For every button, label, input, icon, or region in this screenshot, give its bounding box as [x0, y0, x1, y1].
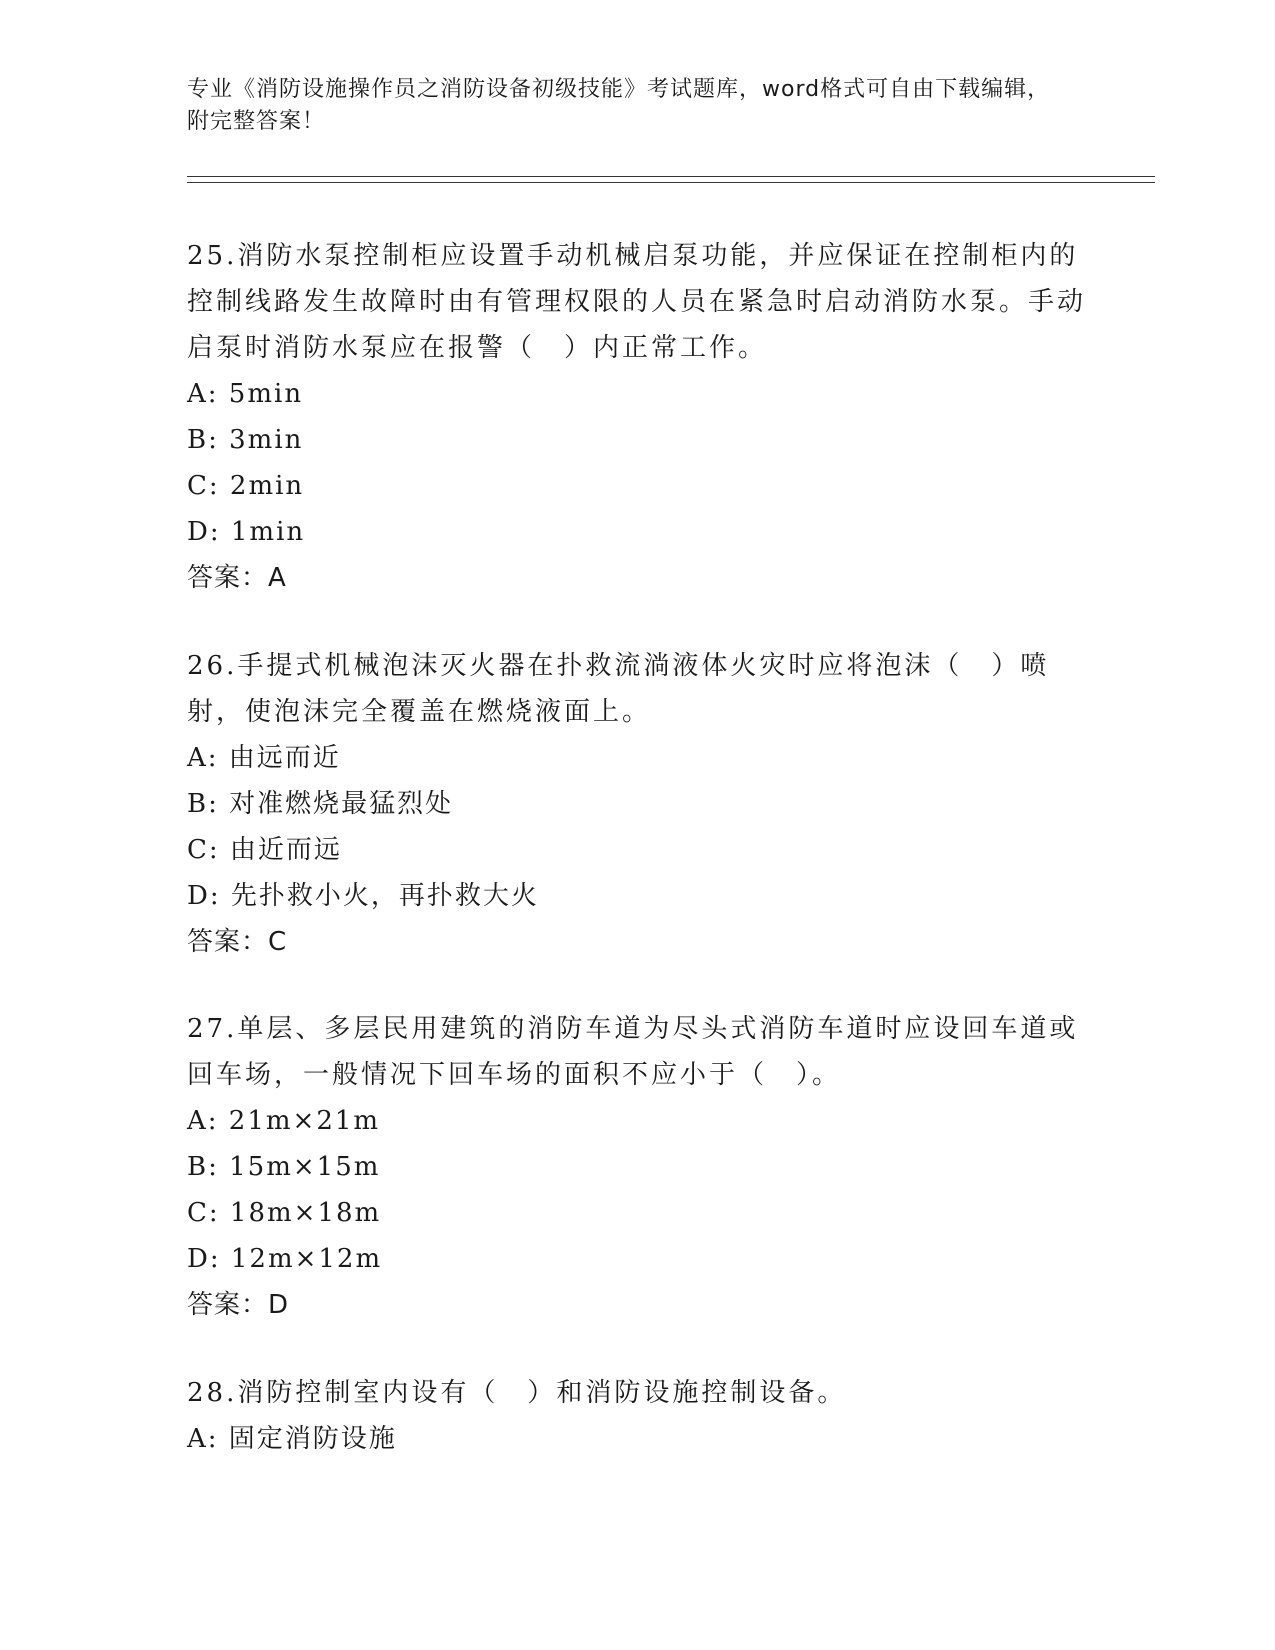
option-c: C: 18m×18m [187, 1198, 382, 1228]
header-divider-bottom [187, 182, 1155, 183]
answer: 答案：C [187, 927, 288, 957]
option-b: B: 3min [187, 425, 304, 455]
option-c: C: 2min [187, 471, 305, 501]
answer: 答案：A [187, 563, 287, 593]
question-26 [187, 643, 1087, 965]
option-d: D: 先扑救小火，再扑救大火 [187, 881, 539, 911]
option-d: D: 12m×12m [187, 1244, 383, 1274]
question-stem: 26.手提式机械泡沫灭火器在扑救流淌液体火灾时应将泡沫（ ）喷射，使泡沫完全覆盖在燃烧液面上。 [187, 651, 1050, 727]
document-header: 专业《消防设施操作员之消防设备初级技能》考试题库，word格式可自由下载编辑，附完整答案！ [187, 77, 1051, 134]
question-stem: 25.消防水泵控制柜应设置手动机械启泵功能，并应保证在控制柜内的控制线路发生故障时由有管理权限的人员在紧急时启动消防水泵。手动启泵时消防水泵应在报警（ ）内正常工作。 [187, 241, 1087, 363]
question-28 [187, 1370, 1087, 1462]
header-divider-top [187, 176, 1155, 177]
option-a: A: 5min [187, 379, 304, 409]
option-c: C: 由近而远 [187, 835, 342, 865]
option-a: A: 固定消防设施 [187, 1424, 397, 1454]
option-a: A: 由远而近 [187, 743, 341, 773]
question-27 [187, 1006, 1087, 1328]
question-stem: 28.消防控制室内设有（ ）和消防设施控制设备。 [187, 1378, 847, 1408]
option-b: B: 对准燃烧最猛烈处 [187, 789, 454, 819]
option-d: D: 1min [187, 517, 306, 547]
question-stem: 27.单层、多层民用建筑的消防车道为尽头式消防车道时应设回车道或回车场，一般情况下回车场的面积不应小于（ ）。 [187, 1014, 1079, 1090]
option-b: B: 15m×15m [187, 1152, 381, 1182]
question-25 [187, 233, 1087, 601]
answer: 答案：D [187, 1290, 290, 1320]
option-a: A: 21m×21m [187, 1106, 381, 1136]
